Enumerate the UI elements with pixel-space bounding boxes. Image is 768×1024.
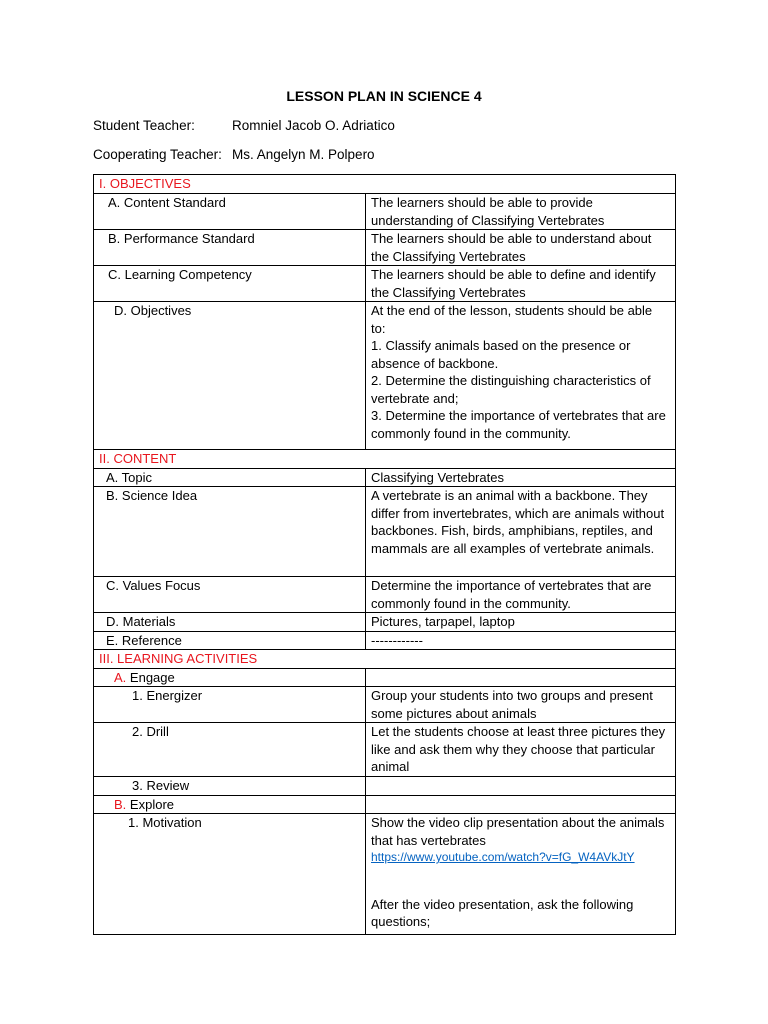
explore-label — [94, 795, 366, 814]
values-focus-value: Determine the importance of vertebrates that are commonly found in the community. — [366, 577, 676, 613]
table-row — [94, 777, 676, 796]
performance-standard-label: B. Performance Standard — [94, 230, 366, 266]
engage-value — [366, 668, 676, 687]
engage-label — [94, 668, 366, 687]
performance-standard-value: The learners should be able to understand about the Classifying Vertebrates — [366, 230, 676, 266]
learning-competency-label: C. Learning Competency — [94, 266, 366, 302]
table-row — [94, 668, 676, 687]
motivation-text: Show the video clip presentation about the animals that has vertebrates — [371, 815, 665, 848]
objective-item-2: 2. Determine the distinguishing characteristics of vertebrate and; — [371, 373, 651, 406]
materials-value: Pictures, tarpapel, laptop — [366, 613, 676, 632]
explore-letter: B. — [114, 796, 127, 812]
section-row-content — [94, 450, 676, 469]
table-row — [94, 687, 676, 723]
review-value — [366, 777, 676, 796]
student-teacher-value: Romniel Jacob O. Adriatico — [232, 118, 395, 133]
topic-label: A. Topic — [94, 468, 366, 487]
page-title: LESSON PLAN IN SCIENCE 4 — [286, 88, 482, 104]
table-row — [94, 814, 676, 935]
objectives-intro: At the end of the lesson, students should be able to: — [371, 303, 653, 336]
cooperating-teacher-label: Cooperating Teacher: — [93, 147, 222, 162]
science-idea-value: A vertebrate is an animal with a backbone. They differ from invertebrates, which are animals without backbones. Fish, birds, amphibians, reptiles, and mammals are all examples of vertebrate animals. — [366, 487, 676, 577]
table-row — [94, 468, 676, 487]
drill-value: Let the students choose at least three pictures they like and ask them why they choose that particular animal — [366, 723, 676, 777]
spacer — [371, 867, 670, 896]
motivation-label: 1. Motivation — [94, 814, 366, 935]
table-row — [94, 613, 676, 632]
table-row — [94, 577, 676, 613]
table-row — [94, 266, 676, 302]
lesson-plan-table — [93, 174, 676, 935]
table-row — [94, 795, 676, 814]
content-standard-value: The learners should be able to provide understanding of Classifying Vertebrates — [366, 194, 676, 230]
drill-label: 2. Drill — [94, 723, 366, 777]
section-heading-content: II. CONTENT — [94, 450, 676, 469]
energizer-label: 1. Energizer — [94, 687, 366, 723]
reference-label: E. Reference — [94, 631, 366, 650]
science-idea-label: B. Science Idea — [94, 487, 366, 577]
content-standard-label: A. Content Standard — [94, 194, 366, 230]
section-heading-learning-activities: III. LEARNING ACTIVITIES — [94, 650, 676, 669]
motivation-after-text: After the video presentation, ask the following questions; — [371, 896, 634, 929]
table-row — [94, 487, 676, 577]
cooperating-teacher-value: Ms. Angelyn M. Polpero — [232, 147, 375, 162]
student-teacher-row — [93, 117, 395, 135]
table-row — [94, 631, 676, 650]
engage-letter: A. — [114, 669, 127, 685]
reference-value: ------------ — [366, 631, 676, 650]
topic-value: Classifying Vertebrates — [366, 468, 676, 487]
materials-label: D. Materials — [94, 613, 366, 632]
energizer-value: Group your students into two groups and present some pictures about animals — [366, 687, 676, 723]
objectives-label: D. Objectives — [94, 302, 366, 450]
table-row — [94, 230, 676, 266]
table-row — [94, 194, 676, 230]
values-focus-label: C. Values Focus — [94, 577, 366, 613]
review-label: 3. Review — [94, 777, 366, 796]
section-heading-objectives: I. OBJECTIVES — [94, 175, 676, 194]
objective-item-3: 3. Determine the importance of vertebrates that are commonly found in the community. — [371, 408, 666, 441]
section-row-learning-activities — [94, 650, 676, 669]
student-teacher-label: Student Teacher: — [93, 118, 195, 133]
objectives-value — [366, 302, 676, 450]
engage-text: Engage — [129, 669, 175, 685]
video-link[interactable]: https://www.youtube.com/watch?v=fG_W4AVkJtY — [371, 850, 635, 864]
motivation-value — [366, 814, 676, 935]
table-row — [94, 723, 676, 777]
explore-text: Explore — [129, 796, 174, 812]
section-row-objectives — [94, 175, 676, 194]
objective-item-1: 1. Classify animals based on the presence or absence of backbone. — [371, 338, 631, 371]
cooperating-teacher-row — [93, 146, 375, 164]
learning-competency-value: The learners should be able to define and identify the Classifying Vertebrates — [366, 266, 676, 302]
explore-value — [366, 795, 676, 814]
table-row — [94, 302, 676, 450]
